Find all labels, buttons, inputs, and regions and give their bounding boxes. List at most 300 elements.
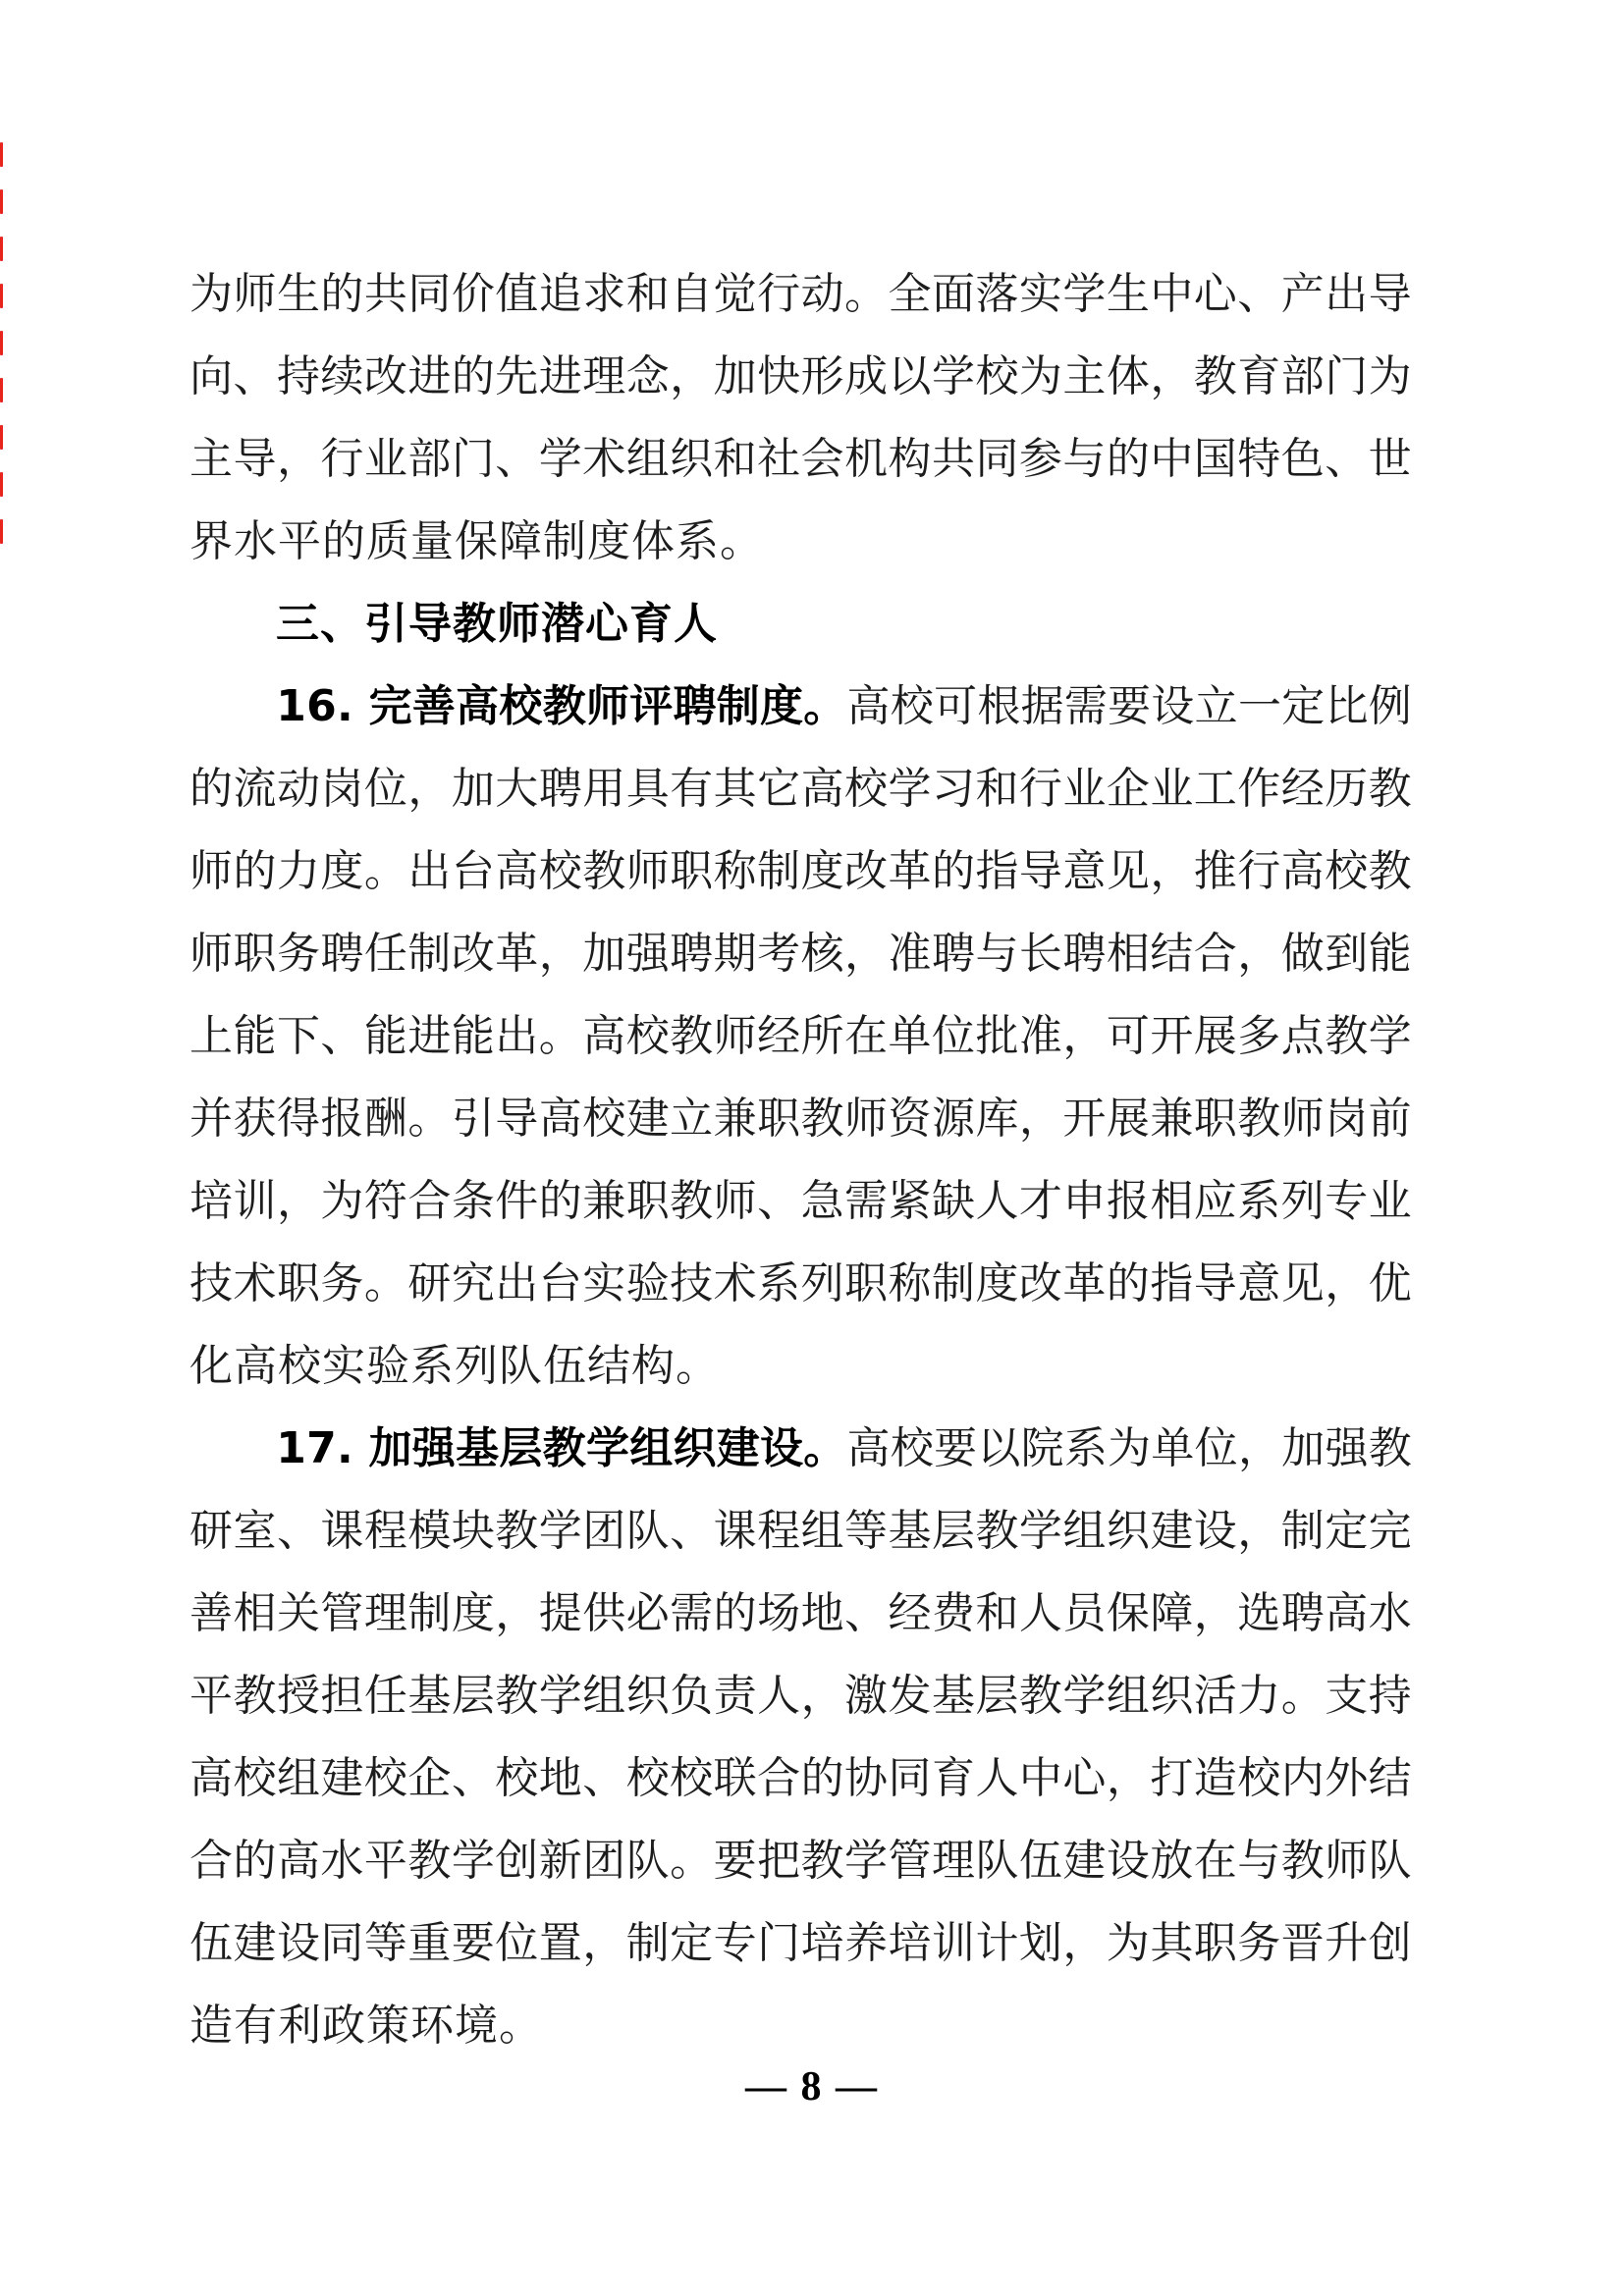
text-run: 建 [1062, 1837, 1107, 1885]
text-line [189, 253, 1412, 336]
text-run: 兼 [713, 1095, 757, 1143]
text-run: 术 [233, 1259, 277, 1308]
text-line [189, 1902, 1412, 1985]
text-run: 的 [538, 1177, 582, 1225]
text-run: 在 [844, 1012, 889, 1060]
text-run: 学 [1062, 270, 1107, 318]
text-run: 行 [757, 270, 801, 318]
text-run: 企 [407, 1754, 452, 1802]
text-run: 例 [1368, 682, 1412, 730]
text-run: 比 [1325, 682, 1369, 730]
text-run: 行 [1237, 847, 1281, 895]
text-run: 的 [800, 1754, 844, 1802]
text-run: 师 [625, 847, 670, 895]
text-run: 导 [495, 1095, 539, 1143]
text-run: ， [1018, 1095, 1062, 1143]
text-run: 校 [363, 1754, 407, 1802]
text-run: 学 [888, 765, 932, 813]
text-run: 人 [975, 1754, 1019, 1802]
text-run: 酬 [363, 1095, 407, 1143]
text-run: 新 [538, 1837, 582, 1885]
text-run: 技 [670, 1259, 714, 1308]
text-run: 条 [451, 1177, 495, 1225]
text-run: 放 [1150, 1837, 1194, 1885]
text-line [189, 830, 1412, 913]
text-run: 加 [582, 930, 626, 978]
text-run: 见 [1280, 1259, 1325, 1308]
text-line [189, 1078, 1412, 1160]
text-run: 开 [1150, 1012, 1194, 1060]
text-run: 续 [320, 352, 364, 400]
text-run: 指 [975, 847, 1019, 895]
text-run: 应 [1193, 1177, 1237, 1225]
text-run: 企 [1106, 765, 1150, 813]
text-run: 急 [800, 1177, 844, 1225]
text-run: . [337, 681, 353, 731]
text-run: 门 [451, 435, 495, 483]
text-run: 定 [1281, 682, 1326, 730]
text-run: 可 [1106, 1012, 1150, 1060]
text-run: 层 [931, 1507, 975, 1555]
text-line [189, 1325, 1412, 1408]
text-run: 验 [625, 1259, 670, 1308]
text-run: ， [844, 930, 889, 978]
text-run: 持 [276, 352, 320, 400]
text-run: 校 [1237, 1754, 1281, 1802]
text-run: 造有利政策环境。 [189, 2002, 543, 2050]
text-run: 报 [1106, 1177, 1150, 1225]
text-run: 织 [1150, 1672, 1194, 1720]
text-run: 进 [538, 352, 582, 400]
text-run: 列 [1280, 1177, 1325, 1225]
text-run: 置 [538, 1919, 582, 1967]
text-run: 单 [1151, 1424, 1195, 1472]
text-run: 、 [495, 435, 539, 483]
text-run: 织 [625, 1672, 670, 1720]
text-line [189, 1243, 1412, 1325]
text-run: 晋 [1280, 1919, 1325, 1967]
text-run: 准 [1018, 1012, 1062, 1060]
text-run: 缺 [931, 1177, 975, 1225]
text-run: 设 [276, 1919, 320, 1967]
text-run: 。 [844, 270, 889, 318]
text-run: 做 [1280, 930, 1325, 978]
text-run: 水 [1368, 1589, 1412, 1637]
text-run: 高 [495, 847, 539, 895]
text-run: 值 [495, 270, 539, 318]
text-run: 聘 [931, 930, 975, 978]
text-run: 导 [233, 435, 277, 483]
text-run: 高 [800, 765, 844, 813]
text-run: 系 [1063, 1424, 1108, 1472]
text-run: 所 [800, 1012, 844, 1060]
text-run: 教 [670, 1012, 714, 1060]
text-run: 业 [1368, 1177, 1412, 1225]
text-line [189, 418, 1412, 501]
text-run: ， [800, 1672, 844, 1720]
text-run: 自 [670, 270, 714, 318]
text-run: 人 [757, 1672, 801, 1720]
text-run: 师 [1325, 1837, 1369, 1885]
text-run: 导 [1018, 847, 1062, 895]
text-run: ， [582, 1919, 626, 1967]
text-run: 高 [582, 1012, 626, 1060]
text-run: 培 [888, 1919, 932, 1967]
text-run: 并 [189, 1095, 233, 1143]
left-edge-mark [0, 237, 3, 261]
text-run: 定 [1325, 1507, 1369, 1555]
text-run: 等 [363, 1919, 407, 1967]
text-run: 程 [757, 1507, 801, 1555]
text-run: 6 [306, 681, 337, 731]
text-run: ， [538, 930, 582, 978]
text-run: 求 [582, 270, 626, 318]
text-run: 内 [1280, 1754, 1325, 1802]
text-run: . [337, 1423, 353, 1473]
text-run: 组 [582, 1672, 626, 1720]
text-run: 校 [582, 1095, 626, 1143]
text-run: 需 [844, 1177, 889, 1225]
text-run: 活 [1193, 1672, 1237, 1720]
text-run: 基 [888, 1507, 932, 1555]
text-run: 组 [625, 435, 670, 483]
text-run: 源 [931, 1095, 975, 1143]
text-run: 组 [1106, 1672, 1150, 1720]
text-run: 、 [757, 1177, 801, 1225]
text-run: 生 [276, 270, 320, 318]
text-run: 成 [844, 352, 889, 400]
text-run: 设 [760, 1423, 804, 1473]
text-line [189, 1985, 1412, 2067]
text-run: 。 [803, 681, 847, 731]
text-run: ， [670, 352, 714, 400]
text-run: 员 [1062, 1589, 1107, 1637]
text-run: 要 [934, 1424, 978, 1472]
text-run: 申 [1062, 1177, 1107, 1225]
text-run: 下 [276, 1012, 320, 1060]
text-run: 、 [451, 1754, 495, 1802]
text-run: 完 [368, 681, 412, 731]
text-run: 出 [495, 1259, 539, 1308]
text-run: 、 [1237, 270, 1281, 318]
text-run: 师 [1280, 1095, 1325, 1143]
text-run: ， [1237, 1507, 1281, 1555]
text-run: 强 [411, 1423, 456, 1473]
text-run: 为 [320, 1177, 364, 1225]
text-run: 聘 [673, 681, 717, 731]
text-run: 教 [1280, 1837, 1325, 1885]
text-run: 创 [1368, 1919, 1412, 1967]
text-run: 经 [1280, 765, 1325, 813]
text-run: 与 [975, 930, 1019, 978]
text-run: 合 [757, 1754, 801, 1802]
text-run: 管 [888, 1837, 932, 1885]
text-run: 行 [320, 435, 364, 483]
text-run: 特 [1237, 435, 1281, 483]
text-run: 系 [757, 1259, 801, 1308]
text-run: 团 [582, 1507, 626, 1555]
text-run: 地 [800, 1589, 844, 1637]
text-line [189, 1160, 1412, 1243]
text-run: 要 [713, 1837, 757, 1885]
text-run: 和 [975, 1589, 1019, 1637]
text-run: 组 [1062, 1507, 1107, 1555]
left-edge-mark [0, 472, 3, 497]
text-run: 位 [1194, 1424, 1238, 1472]
text-run: 组 [276, 1754, 320, 1802]
text-run: 动 [276, 765, 320, 813]
text-run: 务 [1237, 1919, 1281, 1967]
text-run: 组 [629, 1423, 674, 1473]
text-run: 课 [320, 1507, 364, 1555]
text-run: 和 [713, 435, 757, 483]
text-run: 台 [451, 847, 495, 895]
text-run: 专 [713, 1919, 757, 1967]
text-run: 会 [800, 435, 844, 483]
text-run: 队 [1368, 1837, 1412, 1885]
text-run: 台 [538, 1259, 582, 1308]
text-run: 划 [1018, 1919, 1062, 1967]
text-run: 持 [1368, 1672, 1412, 1720]
text-run: 觉 [713, 270, 757, 318]
text-run: 动 [800, 270, 844, 318]
text-run: 学 [844, 1837, 889, 1885]
text-run: 它 [757, 765, 801, 813]
text-run: 以 [977, 1424, 1021, 1472]
text-run: 的 [713, 1589, 757, 1637]
text-run: 根 [977, 682, 1021, 730]
text-run: 展 [1106, 1095, 1150, 1143]
text-run: 结 [1150, 930, 1194, 978]
text-run: 评 [629, 681, 674, 731]
text-run: 、 [670, 1507, 714, 1555]
text-run: 念 [625, 352, 670, 400]
text-run: 的 [233, 847, 277, 895]
text-run: 教 [582, 847, 626, 895]
text-run: 术 [582, 435, 626, 483]
text-run: 加 [368, 1423, 412, 1473]
text-run: ， [1193, 1589, 1237, 1637]
text-run: 基 [456, 1423, 500, 1473]
text-run: 意 [1062, 847, 1107, 895]
text-run: 任 [363, 1672, 407, 1720]
text-run: 室 [233, 1507, 277, 1555]
text-run: 向 [189, 352, 233, 400]
text-run: 立 [670, 1095, 714, 1143]
text-run: 生 [1106, 270, 1150, 318]
text-run: 先 [495, 352, 539, 400]
text-run: 平 [363, 1837, 407, 1885]
text-run: 。 [670, 1837, 714, 1885]
text-run: 务 [276, 930, 320, 978]
text-run: 学 [538, 1507, 582, 1555]
text-run: 训 [931, 1919, 975, 1967]
text-run: 育 [1237, 352, 1281, 400]
text-run: 革 [888, 847, 932, 895]
text-run: 团 [582, 1837, 626, 1885]
text-run: 建 [1150, 1507, 1194, 1555]
text-run: 校 [499, 681, 543, 731]
text-run: 强 [1325, 1424, 1369, 1472]
text-run: 职 [233, 930, 277, 978]
text-run: 中 [1018, 1754, 1062, 1802]
text-run: 与 [1237, 1837, 1281, 1885]
text-run: 强 [625, 930, 670, 978]
text-run: 进 [407, 1012, 452, 1060]
text-run: 聘 [320, 930, 364, 978]
text-run: ， [1062, 1012, 1107, 1060]
text-run: ， [1237, 1424, 1281, 1472]
text-run: 建 [320, 1754, 364, 1802]
text-run: 实 [582, 1259, 626, 1308]
text-run: 队 [625, 1837, 670, 1885]
text-run: 高 [1280, 847, 1325, 895]
text-run: 为 [1368, 352, 1412, 400]
text-run: 全 [888, 270, 932, 318]
text-run: 紧 [888, 1177, 932, 1225]
text-run: 善 [411, 681, 456, 731]
text-run: 指 [1150, 1259, 1194, 1308]
text-run: 制 [757, 847, 801, 895]
text-run: 三、引导教师潜心育人 [276, 599, 718, 649]
text-run: 展 [1193, 1012, 1237, 1060]
text-run: 层 [499, 1423, 543, 1473]
text-run: 力 [1237, 1672, 1281, 1720]
text-run: 出 [1325, 270, 1369, 318]
text-line [189, 666, 1412, 748]
text-run: 职 [844, 1259, 889, 1308]
text-run: 培 [800, 1919, 844, 1967]
text-run: 打 [1150, 1754, 1194, 1802]
text-run: 、 [582, 1754, 626, 1802]
text-run: 设 [1106, 1837, 1150, 1885]
text-run: ， [1106, 1754, 1150, 1802]
text-run: 善 [189, 1589, 233, 1637]
text-run: 门 [1325, 352, 1369, 400]
text-run [353, 666, 368, 748]
text-run: 模 [407, 1507, 452, 1555]
text-run: 参 [1018, 435, 1062, 483]
left-edge-mark [0, 425, 3, 450]
text-run: 教 [1368, 1424, 1412, 1472]
text-run: 度 [320, 847, 364, 895]
text-run: 完 [1368, 1507, 1412, 1555]
text-run: 改 [844, 847, 889, 895]
text-run: 导 [1368, 270, 1412, 318]
text-run: 作 [1237, 765, 1281, 813]
text-run: 产 [1280, 270, 1325, 318]
text-run: 主 [189, 435, 233, 483]
text-run: 的 [451, 352, 495, 400]
text-run: 准 [888, 930, 932, 978]
text-run: 设 [1193, 1507, 1237, 1555]
text-run: 有 [670, 765, 714, 813]
text-run: 行 [1018, 765, 1062, 813]
text-run: 获 [233, 1095, 277, 1143]
text-run: 等 [844, 1507, 889, 1555]
text-run: 的 [931, 847, 975, 895]
text-run: 需 [670, 1589, 714, 1637]
text-line [189, 748, 1412, 830]
text-run: 保 [1106, 1589, 1150, 1637]
text-run: 师 [844, 1095, 889, 1143]
text-run: 加 [1281, 1424, 1326, 1472]
text-run: 程 [363, 1507, 407, 1555]
text-run: 心 [1062, 1754, 1107, 1802]
text-run: 相 [233, 1589, 277, 1637]
text-run: 基 [931, 1672, 975, 1720]
text-run: 岗 [1325, 1095, 1369, 1143]
text-run: 合 [1193, 930, 1237, 978]
text-run: 同 [888, 1754, 932, 1802]
text-run: 织 [673, 1423, 717, 1473]
text-run: 用 [582, 765, 626, 813]
text-run: 的 [189, 765, 233, 813]
text-run: 和 [625, 270, 670, 318]
text-run: ， [1237, 930, 1281, 978]
text-run: 校 [495, 1754, 539, 1802]
text-run: 与 [1062, 435, 1107, 483]
text-run: 的 [1106, 1259, 1150, 1308]
text-run: 习 [931, 765, 975, 813]
text-run: 设 [1151, 682, 1195, 730]
section-heading [189, 583, 1412, 666]
text-run: 在 [1193, 1837, 1237, 1885]
text-run: 教 [495, 1507, 539, 1555]
text-run: 的 [1106, 435, 1150, 483]
text-run: 流 [233, 765, 277, 813]
text-run: 面 [931, 270, 975, 318]
text-run: 的 [233, 1837, 277, 1885]
text-run: 位 [495, 1919, 539, 1967]
text-run: 必 [625, 1589, 670, 1637]
text-run: 师 [713, 1012, 757, 1060]
text-run: 教 [542, 1423, 586, 1473]
text-run: 教 [1368, 765, 1412, 813]
text-run: 能 [233, 1012, 277, 1060]
text-line [189, 1655, 1412, 1737]
text-run: 优 [1368, 1259, 1412, 1308]
text-run: 业 [1150, 765, 1194, 813]
text-run: 中 [1150, 270, 1194, 318]
text-run: 以 [888, 352, 932, 400]
text-run: 师 [713, 1177, 757, 1225]
text-run: 高 [846, 682, 891, 730]
text-run: 外 [1325, 1754, 1369, 1802]
text-run: 点 [1280, 1012, 1325, 1060]
text-run: 共 [363, 270, 407, 318]
text-run: 具 [625, 765, 670, 813]
text-run: 教 [800, 1837, 844, 1885]
text-run: 业 [363, 435, 407, 483]
text-run: 意 [1237, 1259, 1281, 1308]
text-run: ， [1325, 1259, 1369, 1308]
text-run: 校 [890, 1424, 934, 1472]
text-run: 究 [451, 1259, 495, 1308]
text-run: 职 [757, 1095, 801, 1143]
text-run: ， [495, 1589, 539, 1637]
text-run: 人 [975, 1177, 1019, 1225]
text-run: 块 [451, 1507, 495, 1555]
text-run: 教 [542, 681, 586, 731]
text-run: ， [276, 1177, 320, 1225]
text-run: 到 [1325, 930, 1369, 978]
text-run: 。 [407, 1095, 452, 1143]
text-run: 出 [407, 847, 452, 895]
text-run: 结 [1368, 1754, 1412, 1802]
text-run: 校 [233, 1754, 277, 1802]
text-run: 校 [890, 682, 934, 730]
